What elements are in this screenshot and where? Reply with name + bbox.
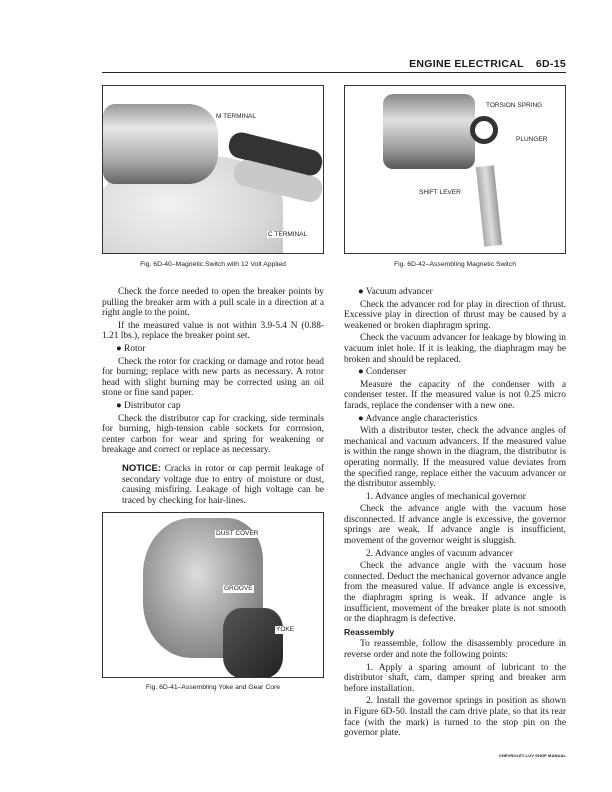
paragraph: Check the vacuum advancer for leakage by blowing in vacuum inlet hole. If it is leaking, the diaphragm may be broken and should be replaced. <box>344 333 566 365</box>
paragraph: To reassemble, follow the disassembly procedure in reverse order and note the following points: <box>344 639 566 660</box>
label-torsion-spring: TORSION SPRING <box>486 102 543 109</box>
paragraph: Measure the capacity of the condenser with a condenser tester. If the measured value is not 0.25 micro farads, replace the condenser with a new one. <box>344 379 566 411</box>
photo-solenoid <box>383 94 475 169</box>
photo-shift-lever <box>476 165 502 246</box>
numbered-heading: 1. Advance angles of mechanical governor <box>366 491 526 502</box>
paragraph: Check the advance angle with the vacuum hose connected. Deduct the mechanical governor advance angle from the measured value. If advance angle is excessive, the diaphragm spring is weak. If advance angle is insufficient, movement of the breaker plate is not smooth or the diaphragm is defective. <box>344 561 566 625</box>
paragraph: Check the advancer rod for play in direction of thrust. Excessive play in direction of thrust may be caused by a weakened or broken diaphragm spring. <box>344 299 566 331</box>
section-heading: Reassembly <box>344 626 395 637</box>
paragraph: With a distributor tester, check the advance angles of mechanical and vacuum advancers. If the measured value is within the range shown in the diagram, the distributor is operating normally. If the measured value deviates from the specified range, replace either the vacuum advancer or the distributor assembly. <box>344 426 566 490</box>
label-dust-cover: DUST COVER <box>216 530 259 538</box>
figure-magnetic-switch-12v <box>102 85 324 254</box>
footer: CHEVROLET-LUV SHOP MANUAL <box>498 752 566 758</box>
label-groove: GROOVE <box>224 585 253 593</box>
figure-caption: Fig. 6D-42–Assembling Magnetic Switch <box>393 261 517 268</box>
photo-spring <box>470 116 498 144</box>
left-column <box>102 287 324 692</box>
section-title: ENGINE ELECTRICAL <box>409 58 524 70</box>
label-shift-lever: SHIFT LEVER <box>419 189 461 196</box>
page-number: 6D-15 <box>535 58 566 70</box>
label-m-terminal: M TERMINAL <box>216 113 256 120</box>
bullet-heading: ● Vacuum advancer <box>358 287 433 297</box>
figure-assembling-magnetic-switch <box>344 85 566 254</box>
right-column <box>344 287 566 758</box>
bullet-heading: ● Rotor <box>116 343 146 354</box>
paragraph: Check the advance angle with the vacuum hose disconnected. If advance angle is excessive, the governor springs are weak. If advance angle is insufficient, movement of the governor weight is sluggish. <box>344 504 566 547</box>
paragraph: 1. Apply a sparing amount of lubricant to the distributor shaft, cam, damper spring and breaker arm before installation. <box>344 662 566 694</box>
paragraph: Check the force needed to open the breaker points by pulling the breaker arm with a pull scale in a direction at a right angle to the point. <box>102 287 324 319</box>
photo-switch-body <box>103 104 218 184</box>
notice <box>122 464 324 506</box>
label-yoke: YOKE <box>276 626 295 634</box>
figure-yoke-gear-core <box>102 512 324 678</box>
numbered-heading: 2. Advance angles of vacuum advancer <box>366 548 513 559</box>
figure-caption: Fig. 6D-40–Magnetic Switch with 12 Volt Applied <box>140 261 286 268</box>
page-header <box>102 58 566 73</box>
paragraph: If the measured value is not within 3.9-5.4 N (0.88-1.21 lbs.), replace the breaker point set. <box>102 320 324 342</box>
bullet-heading: ● Advance angle characteristics <box>358 413 478 424</box>
paragraph: Check the rotor for cracking or damage and rotor head for burning; replace with new parts as necessary. A rotor head with slight burning may be corrected using an oil stone or fine sand paper. <box>102 356 324 399</box>
paragraph: Check the distributor cap for cracking, side terminals for burning, high-tension cable sockets for corrosion, center carbon for wear and spring for weakening or breakage and correct or replace as necessary. <box>102 413 324 456</box>
figure-caption: Fig. 6D-41–Assembling Yoke and Gear Core <box>145 684 281 692</box>
bullet-heading: ● Condenser <box>358 367 407 378</box>
photo-yoke <box>223 608 283 678</box>
notice-text: Cracks in rotor or cap permit leakage of secondary voltage due to entry of moisture or dust, causing misfiring. Leakage of high voltage can be traced by checking for hair-lines. <box>122 463 324 506</box>
paragraph: 2. Install the governor springs in position as shown in Figure 6D-50. Install the cam drive plate, so that its rear face (with the mark) is turned to the stop pin on the governor plate. <box>344 696 566 739</box>
bullet-heading: ● Distributor cap <box>116 400 181 411</box>
label-c-terminal: C TERMINAL <box>268 231 308 238</box>
notice-label: NOTICE: <box>122 462 162 474</box>
label-plunger: PLUNGER <box>516 136 548 143</box>
